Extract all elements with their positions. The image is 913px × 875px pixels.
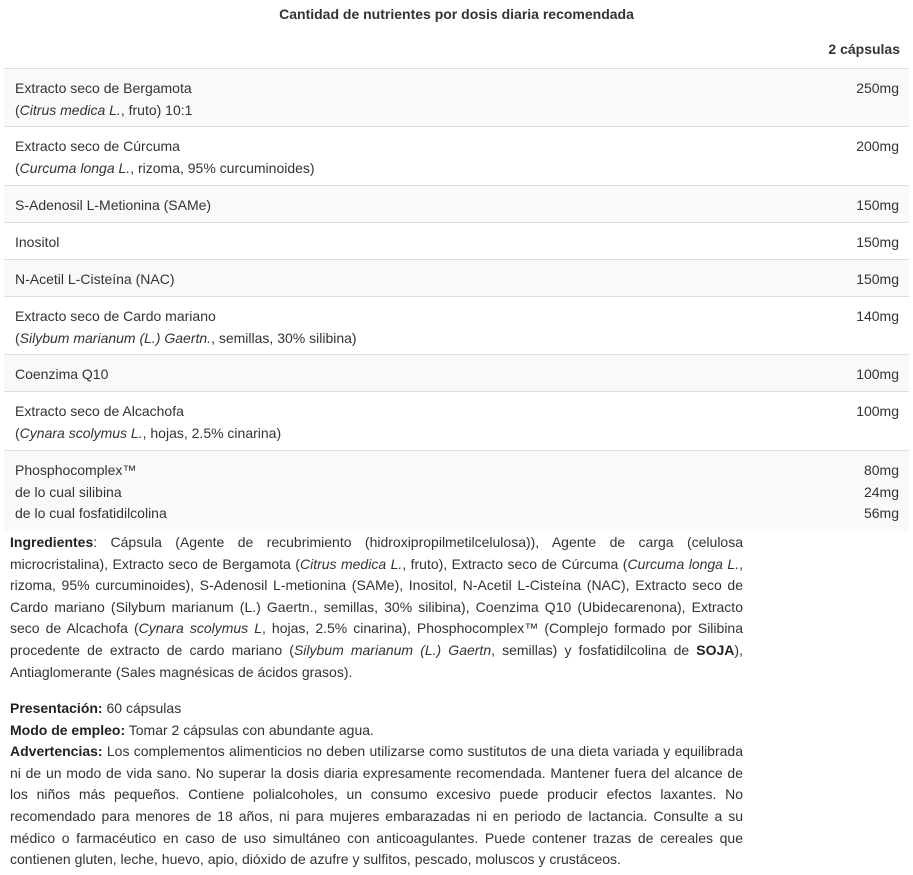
- ingredients-text: ), Antiaglomerante (Sales magnésicas de ácidos grasos).: [10, 641, 743, 680]
- nutrient-name: Coenzima Q10: [15, 366, 109, 382]
- subrow-amount: 24mg: [863, 483, 899, 500]
- nutrient-amount: 250mg: [856, 80, 899, 96]
- nutrient-amount: 100mg: [856, 403, 899, 419]
- table-row: [4, 451, 909, 531]
- nutrient-amount: 150mg: [856, 271, 899, 287]
- presentation-label: Presentación:: [10, 700, 103, 716]
- nutrient-amount: 200mg: [856, 138, 899, 154]
- botanical-name: Curcuma longa L.: [19, 159, 131, 176]
- nutrient-name: Extracto seco de Cúrcuma: [15, 138, 180, 154]
- table-title: Cantidad de nutrientes por dosis diaria recomendada: [279, 6, 634, 22]
- allergen-soja: SOJA: [696, 641, 735, 658]
- usage-line: [10, 720, 743, 742]
- nutrient-amount: 150mg: [856, 234, 899, 250]
- nutrient-source: (Curcuma longa L., rizoma, 95% curcuminoides): [15, 159, 315, 176]
- nutrient-amount: 150mg: [856, 197, 899, 213]
- usage-label: Modo de empleo:: [10, 721, 126, 738]
- ingredients-botanical: Citrus medica L.: [299, 555, 403, 572]
- warnings-paragraph: [10, 741, 743, 871]
- source-detail: , fruto) 10:1: [120, 101, 193, 118]
- nutrient-name: Extracto seco de Cardo mariano: [15, 308, 216, 324]
- nutrient-amount: 100mg: [856, 366, 899, 382]
- nutrient-name: Inositol: [15, 234, 60, 250]
- nutrient-amount: 140mg: [856, 308, 899, 324]
- ingredients-paragraph: [10, 532, 743, 683]
- subrow-name: de lo cual silibina: [15, 483, 122, 500]
- product-details: [10, 698, 743, 871]
- presentation-value: 60 cápsulas: [102, 700, 182, 716]
- source-detail: , hojas, 2.5% cinarina): [142, 424, 282, 441]
- nutrient-name: Phosphocomplex™: [15, 462, 137, 478]
- nutrient-amount: 80mg: [863, 462, 899, 478]
- subrow-name: de lo cual fosfatidilcolina: [15, 505, 167, 521]
- table-row: [4, 260, 909, 297]
- table-row: [4, 392, 909, 451]
- table-row: [4, 186, 909, 223]
- botanical-name: Silybum marianum (L.) Gaertn.: [19, 329, 212, 346]
- nutrient-source: (Silybum marianum (L.) Gaertn., semillas, 30% silibina): [15, 329, 357, 346]
- warnings-label: Advertencias:: [10, 743, 103, 760]
- table-row: [4, 69, 909, 127]
- table-row: [4, 297, 909, 355]
- nutrient-table: [4, 68, 909, 531]
- warnings-value: Los complementos alimenticios no deben utilizarse como sustitutos de una dieta variada y equilibrada ni de un modo de vida sano. No superar la dosis diaria expresamente recomendada. Mantener fuera del alcance de los niños más pequeños. Contiene polialcoholes, un consumo excesivo puede producir efectos laxantes. No recomendado para menores de 18 años, ni para mujeres embarazadas ni en periodo de lactancia. Consulte a su médico o farmacéutico en caso de uso simultáneo con anticoagulantes. Puede contener trazas de cereales que contienen gluten, leche, huevo, apio, dióxido de azufre y sulfitos, pescado, moluscos y crustáceos.: [10, 743, 743, 868]
- source-detail: , semillas, 30% silibina): [211, 329, 357, 346]
- subrow-amount: 56mg: [863, 505, 899, 521]
- presentation-line: [10, 698, 743, 720]
- nutrient-source: (Cynara scolymus L., hojas, 2.5% cinarina): [15, 424, 282, 441]
- ingredients-text: , rizoma, 95% curcuminoides), S-Adenosil L-metionina (SAMe), Inositol, N-Acetil L-Cisteína (NAC), Extracto seco de Cardo mariano (Silybum marianum (L.) Gaertn., semillas, 30% silibina), Coenzima Q10 (Ubidecarenona), Extracto seco de Alcachofa (: [10, 555, 743, 637]
- botanical-name: Citrus medica L.: [19, 101, 121, 118]
- table-row: [4, 127, 909, 186]
- ingredients-text: : Cápsula (Agente de recubrimiento (hidroxipropilmetilcelulosa)), Agente de carga (celulosa microcristalina), Extracto seco de Bergamota (: [10, 534, 743, 572]
- ingredients-text: , hojas, 2.5% cinarina), Phosphocomplex™ (Complejo formado por Silibina procedente de extracto de cardo mariano (: [10, 620, 743, 658]
- ingredients-text: , fruto), Extracto seco de Cúrcuma (: [402, 555, 628, 572]
- table-row: [4, 355, 909, 392]
- ingredients-botanical: Curcuma longa L.: [627, 555, 740, 572]
- nutrient-name: N-Acetil L-Cisteína (NAC): [15, 271, 175, 287]
- table-row: [4, 223, 909, 260]
- column-header-dose: 2 cápsulas: [828, 41, 900, 57]
- ingredients-botanical: Silybum marianum (L.) Gaertn: [293, 641, 492, 658]
- nutrient-name: S-Adenosil L-Metionina (SAMe): [15, 197, 212, 213]
- botanical-name: Cynara scolymus L.: [19, 424, 143, 441]
- nutrient-name: Extracto seco de Bergamota: [15, 80, 192, 96]
- nutrient-source: (Citrus medica L., fruto) 10:1: [15, 101, 193, 118]
- source-detail: , rizoma, 95% curcuminoides): [130, 159, 315, 176]
- ingredients-label: Ingredientes: [10, 534, 94, 550]
- nutrient-name: Extracto seco de Alcachofa: [15, 403, 184, 419]
- ingredients-botanical: Cynara scolymus L: [138, 620, 262, 637]
- usage-value: Tomar 2 cápsulas con abundante agua.: [125, 721, 374, 738]
- ingredients-text: , semillas) y fosfatidilcolina de: [491, 641, 697, 658]
